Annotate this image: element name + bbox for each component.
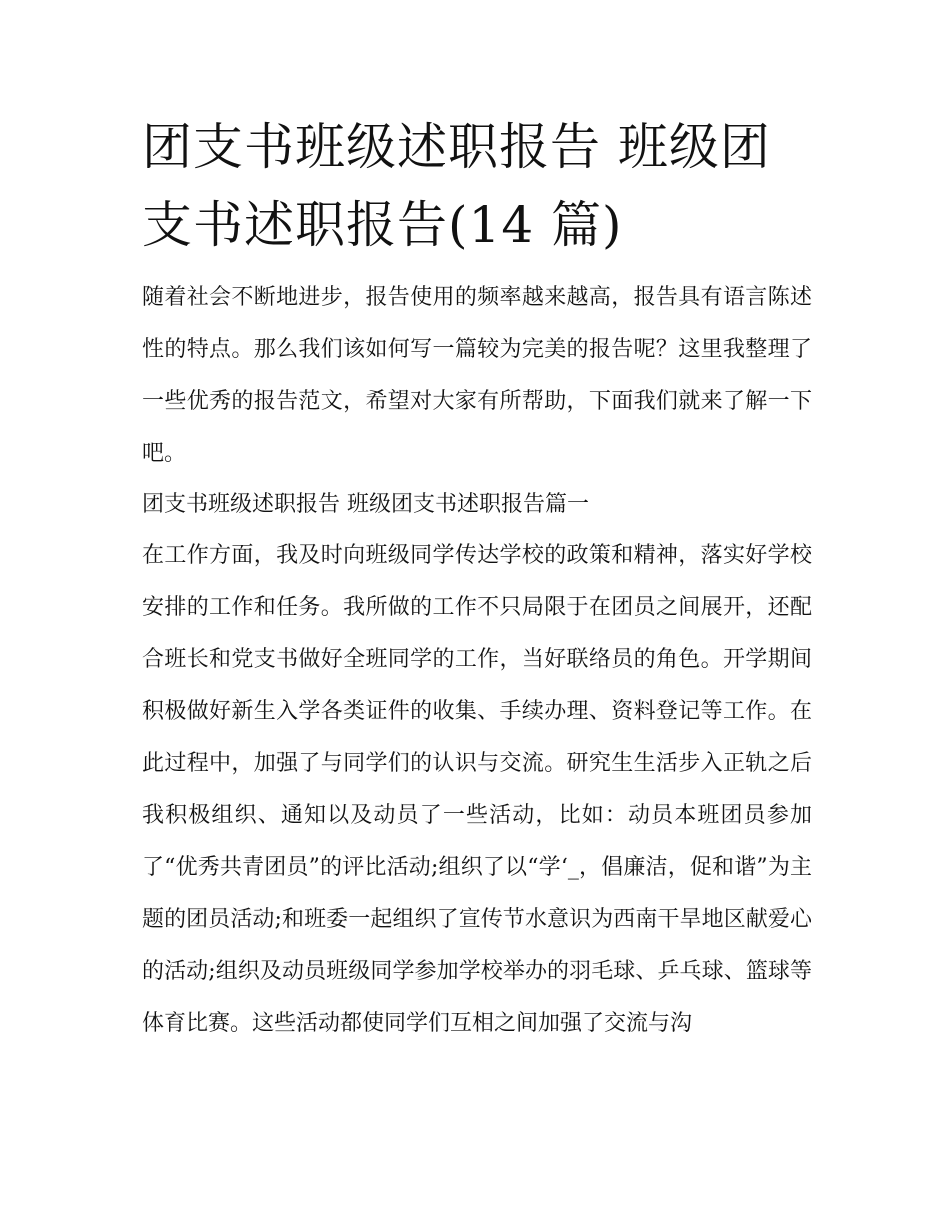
document-page bbox=[142, 108, 812, 1050]
document-title: 团支书班级述职报告 班级团支书述职报告(14 篇) bbox=[142, 118, 771, 254]
section-heading: 团支书班级述职报告 班级团支书述职报告篇一 bbox=[142, 492, 589, 517]
body-paragraph: 在工作方面，我及时向班级同学传达学校的政策和精神，落实好学校安排的工作和任务。我所做的工作不只局限于在团员之间展开，还配合班长和党支书做好全班同学的工作，当好联络员的角色。开学期间积极做好新生入学各类证件的收集、手续办理、资料登记等工作。在此过程中，加强了与同学们的认识与交流。研究生生活步入正轨之后我积极组织、通知以及动员了一些活动，比如：动员本班团员参加了“优秀共青团员”的评比活动;组织了以“学‘_，倡廉洁，促和谐”为主题的团员活动;和班委一起组织了宣传节水意识为西南干旱地区献爱心的活动;组织及动员班级同学参加学校举办的羽毛球、乒乓球、篮球等体育比赛。这些活动都使同学们互相之间加强了交流与沟 bbox=[142, 543, 812, 1036]
intro-paragraph: 随着社会不断地进步，报告使用的频率越来越高，报告具有语言陈述性的特点。那么我们该如何写一篇较为完美的报告呢？这里我整理了一些优秀的报告范文，希望对大家有所帮助，下面我们就来了解一下吧。 bbox=[142, 285, 812, 466]
